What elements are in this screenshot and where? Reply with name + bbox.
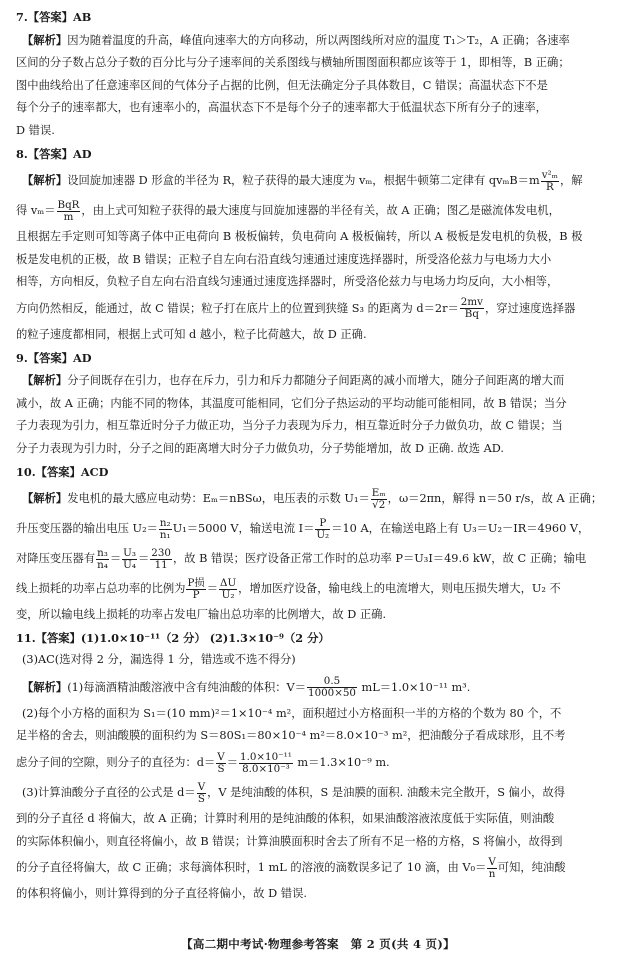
fraction-numerator: V: [217, 750, 225, 763]
page-footer: 【高二期中考试·物理参考答案 第 2 页(共 4 页)】: [181, 937, 455, 951]
q7-analysis-text: 因为随着温度的升高，峰值向速率大的方向移动，所以两图线所对应的温度 T₁＞T₂，A 正确；各速率: [67, 33, 570, 47]
q9-text: 分子间既存在引力，也存在斥力，引力和斥力都随分子间距离的减小而增大，随分子间距离的增大而: [67, 374, 565, 388]
q8-text: 方向仍然相反，能通过，故 C 错误；粒子打在底片上的位置到狭缝 S₃ 的距离为 d＝2r＝: [16, 301, 459, 315]
fraction-denominator: 11: [154, 558, 168, 571]
analysis-label: 【解析】: [22, 491, 68, 506]
q8-text: 得 vₘ＝: [16, 204, 56, 218]
q10-analysis-line: 变，所以输电线上损耗的功率占发电厂输出总功率的比例增大，故 D 正确.: [16, 608, 387, 622]
q7-analysis-line: [16, 29, 622, 53]
q10-analysis-line: [16, 483, 622, 514]
q10-text: 对降压变压器有: [16, 552, 96, 566]
q8-analysis-line: [16, 294, 622, 324]
q8-text: ，由上式可知粒子获得的最大速度与回旋加速器的半径有关，故 A 正确；图乙是磁流体发电机，: [81, 204, 560, 218]
q11-text: ，V 是纯油酸的体积，S 是油膜的面积. 油酸未完全散开，S 偏小，故得: [207, 786, 566, 800]
q9-analysis-line: 分子力表现为引力时，分子之间的距离增大时分子力做负功，分子势能增加，故 D 正确. 故选 AD.: [16, 441, 504, 455]
q11-analysis-line: 的实际体积偏小，则直径将偏小，故 B 错误；计算油膜面积时舍去了所有不足一格的方格，S 将偏小，故得到: [16, 834, 563, 848]
q11-text: 可知，纯油酸: [497, 861, 566, 875]
fraction-numerator: 230: [151, 546, 171, 559]
answer-page: [16, 6, 622, 906]
q10-text: 线上损耗的功率占总功率的比例为: [16, 582, 186, 596]
q11-answer: 11.【答案】(1)1.0×10⁻¹¹（2 分） (2)1.3×10⁻⁹（2 分）: [16, 630, 330, 645]
q10-text: 升压变压器的输出电压 U₂＝: [16, 522, 158, 536]
fraction: [371, 488, 387, 511]
q11-analysis-line: [16, 748, 622, 778]
q10-text: ＝10 A，在输送电路上有 U₃＝U₂－IR＝4960 V，: [331, 522, 590, 536]
fraction: [122, 548, 137, 571]
q8-analysis-line: 且根据左手定则可知等离子体中正电荷向 B 极板偏转，负电荷向 A 极板偏转，所以 A 极板是发电机的负极，B 极: [16, 230, 583, 244]
fraction-numerator: v²ₘ: [541, 168, 558, 181]
fraction-denominator: U₄: [123, 558, 136, 571]
q10-analysis-line: [16, 514, 622, 544]
fraction: [219, 578, 237, 601]
q10-text: ＝: [109, 552, 122, 566]
q11-text: (3)计算油酸分子直径的公式是 d＝: [22, 786, 196, 800]
fraction: [159, 518, 172, 541]
fraction: [541, 170, 559, 193]
fraction-numerator: Eₘ: [371, 486, 386, 499]
fraction-denominator: √2: [372, 498, 386, 511]
fraction-denominator: Bq: [464, 308, 479, 321]
analysis-label: 【解析】: [22, 173, 68, 188]
q11-analysis-line: (2)每个小方格的面积为 S₁＝(10 mm)²＝1×10⁻⁴ m²，面积超过小方格面积一半的方格的个数为 80 个，不: [22, 706, 562, 720]
q11-text: 的分子直径将偏大，故 C 正确；求每滴体积时，1 mL 的溶液的滴数误多记了 10 滴，由 V₀＝: [16, 861, 487, 875]
q8-text: ，穿过速度选择器: [484, 301, 576, 315]
fraction-denominator: U₂: [221, 588, 235, 601]
fraction: [216, 752, 225, 775]
fraction-denominator: m: [63, 210, 74, 223]
q8-answer: 8.【答案】AD: [16, 146, 92, 161]
fraction-numerator: n₃: [97, 546, 108, 559]
q9-analysis-line: 子力表现为引力，相互靠近时分子力做正功，当分子力表现为斥力，相互靠近时分子力做负功，故 C 错误；当: [16, 419, 563, 433]
q10-text: ，ω＝2πn，解得 n＝50 r/s，故 A 正确；: [387, 492, 603, 506]
q11-text: ＝: [226, 756, 239, 770]
fraction-numerator: ΔU: [220, 576, 237, 589]
fraction-numerator: P: [315, 518, 330, 530]
fraction-numerator: n₂: [159, 516, 171, 529]
fraction-denominator: n: [488, 867, 496, 880]
q11-text: mL＝1.0×10⁻¹¹ m³.: [357, 680, 471, 694]
fraction-numerator: V: [197, 780, 206, 793]
q11-analysis-line: 的体积将偏小，则计算得到的分子直径将偏小，故 D 错误.: [16, 887, 307, 901]
q7-answer: 7.【答案】AB: [16, 10, 92, 24]
q8-analysis-line: 的粒子速度都相同，根据上式可知 d 越小，粒子比荷越大，故 D 正确.: [16, 327, 367, 341]
q8-analysis-line: 相等，方向相反，负粒子自左向右沿直线匀速通过速度选择器时，所受洛伦兹力与电场力均反向，大小相等，: [16, 275, 559, 289]
fraction-numerator: 0.5: [307, 676, 357, 688]
fraction-denominator: S: [197, 792, 205, 805]
fraction: [460, 297, 484, 320]
fraction-denominator: n₄: [97, 558, 108, 571]
q11-analysis-line: [16, 778, 622, 808]
fraction-numerator: 1.0×10⁻¹¹: [240, 750, 292, 763]
fraction: [57, 200, 81, 223]
q10-answer: 10.【答案】ACD: [16, 464, 109, 479]
q10-analysis-line: [16, 574, 622, 604]
q11-answer-line2: (3)AC(选对得 2 分，漏选得 1 分，错选或不选不得分): [22, 653, 296, 667]
q7-analysis-line: 每个分子的速率都大，也有速率小的，高温状态下不是每个分子的速率都大于低温状态下所有分子的速率，: [16, 101, 547, 115]
q10-text: ，增加医疗设备，输电线上的电流增大，则电压损失增大，U₂ 不: [238, 582, 561, 596]
q10-text: ，故 B 错误；医疗设备正常工作时的总功率 P＝U₃I＝49.6 kW，故 C 正确；输电: [172, 552, 587, 566]
fraction: [307, 676, 357, 699]
q11-analysis-line: 到的分子直径 d 将偏大，故 A 正确；计算时利用的是纯油酸的体积，如果油酸溶液浓度低于实际值，则油酸: [16, 812, 555, 826]
analysis-label: 【解析】: [22, 32, 68, 47]
fraction-numerator: U₃: [123, 546, 136, 559]
fraction-denominator: 1000×50: [308, 687, 356, 700]
q9-analysis-line: [16, 369, 622, 393]
fraction-numerator: P损: [187, 576, 205, 589]
q10-text: ＝: [137, 552, 150, 566]
q11-text: (1)每滴酒精油酸溶液中含有纯油酸的体积：V＝: [67, 680, 307, 694]
q8-text: ，解: [559, 174, 583, 188]
fraction: [239, 752, 293, 775]
q7-analysis-line: 区间的分子数占总分子数的百分比与分子速率间的关系图线与横轴所围图面积都应该等于 1，即相等，B 正确；: [16, 56, 570, 70]
analysis-label: 【解析】: [22, 373, 68, 388]
fraction-denominator: P: [192, 588, 200, 601]
fraction-denominator: n₁: [159, 528, 171, 541]
q11-analysis-line: [16, 672, 622, 703]
fraction: [197, 782, 206, 805]
q11-analysis-line: [16, 853, 622, 883]
q10-text: U₁＝5000 V，输送电流 I＝: [172, 522, 315, 536]
q10-text: ＝: [206, 582, 219, 596]
q11-text: 虑分子间的空隙，则分子的直径为：d＝: [16, 756, 216, 770]
q11-text: m＝1.3×10⁻⁹ m.: [293, 756, 390, 770]
fraction-denominator: S: [217, 762, 225, 775]
fraction-denominator: R: [545, 180, 554, 193]
fraction: [186, 578, 205, 601]
q9-analysis-line: 减小，故 A 正确；内能不同的物体，其温度可能相同，它们分子热运动的平均动能可能相同，故 B 错误；当分: [16, 396, 567, 410]
q9-answer: 9.【答案】AD: [16, 350, 92, 365]
q11-analysis-line: 足半格的舍去，则油酸膜的面积约为 S＝80S₁＝80×10⁻⁴ m²＝8.0×10⁻³ m²，把油酸分子看成球形，且不考: [16, 729, 566, 743]
q8-analysis-line: 板是发电机的正极，故 B 错误；正粒子自左向右沿直线匀速通过速度选择器时，所受洛伦兹力与电场力大小: [16, 252, 552, 266]
fraction-numerator: V: [488, 855, 496, 868]
q10-analysis-line: [16, 544, 622, 574]
fraction: [150, 548, 172, 571]
fraction: [487, 857, 496, 880]
fraction-denominator: U₂: [316, 528, 330, 541]
fraction-numerator: BqR: [57, 198, 80, 211]
fraction-numerator: 2mv: [460, 296, 483, 309]
q8-text: 设回旋加速器 D 形盒的半径为 R，粒子获得的最大速度为 vₘ，根据牛顿第二定律有 qvₘB＝m: [67, 174, 540, 188]
analysis-label: 【解析】: [22, 679, 68, 694]
fraction: [315, 518, 330, 541]
q10-text: 发电机的最大感应电动势：Eₘ＝nBSω，电压表的示数 U₁＝: [67, 492, 370, 506]
fraction: [96, 548, 109, 571]
fraction-denominator: 8.0×10⁻³: [242, 762, 290, 775]
q7-analysis-line: D 错误.: [16, 123, 55, 137]
q8-analysis-line: [16, 196, 622, 226]
q7-analysis-line: 图中曲线给出了任意速率区间的气体分子占据的比例，但无法确定分子具体数目，C 错误；高温状态下不是: [16, 78, 548, 92]
q8-analysis-line: [16, 165, 622, 196]
